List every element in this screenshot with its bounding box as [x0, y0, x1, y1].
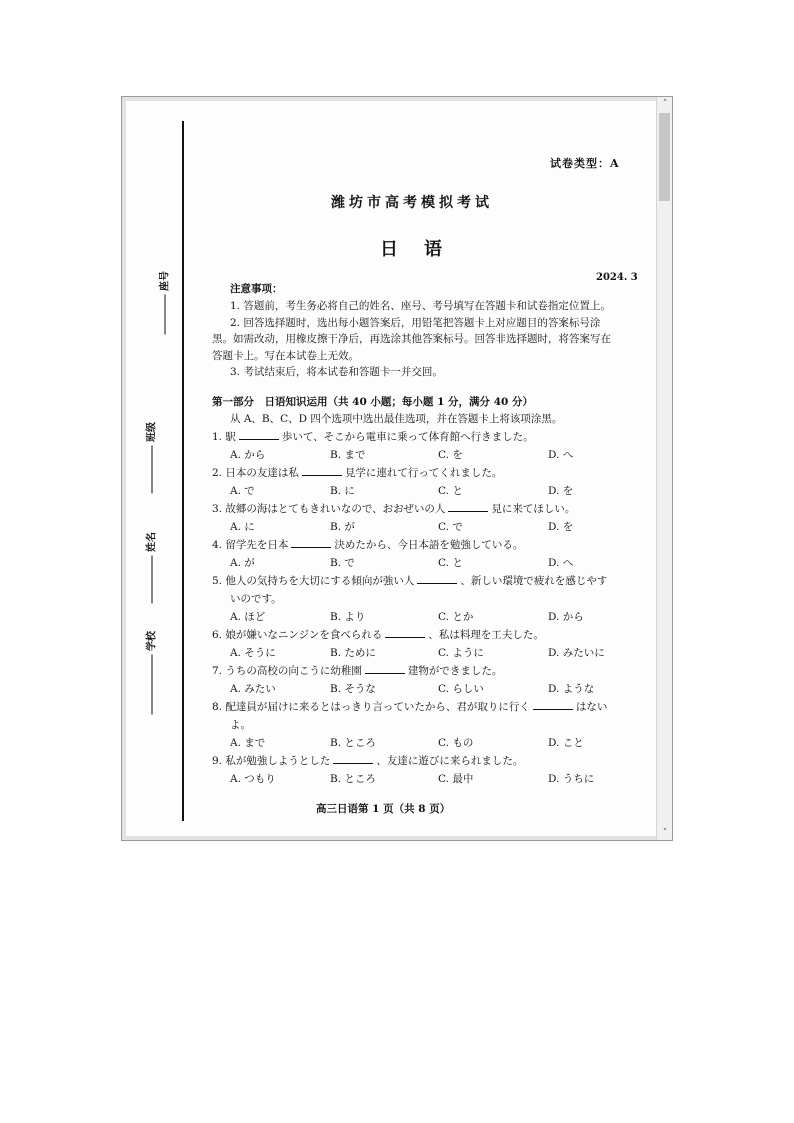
question-text: 4. 留学先を日本	[212, 539, 289, 551]
answer-option: C. を	[438, 449, 463, 461]
answer-blank	[417, 583, 457, 584]
answer-option: B. ところ	[330, 737, 376, 749]
question-text: はない	[575, 701, 608, 713]
section-heading: 第一部分 日语知识运用（共 40 小题；每小题 1 分，满分 40 分）	[212, 396, 533, 408]
answer-blank	[448, 511, 488, 512]
answer-option: D. みたいに	[548, 647, 605, 659]
answer-option: B. ために	[330, 647, 376, 659]
answer-blank	[333, 763, 373, 764]
answer-option: A. が	[230, 557, 255, 569]
exam-title: 潍坊市高考模拟考试	[331, 195, 493, 211]
binding-margin-line	[182, 121, 184, 821]
question-stem	[212, 430, 534, 444]
answer-option: A. ほど	[230, 611, 266, 623]
question-stem	[212, 664, 502, 678]
question-stem	[212, 628, 544, 642]
vertical-scrollbar[interactable]	[656, 97, 672, 840]
answer-option: D. を	[548, 521, 574, 533]
exam-date: 2024. 3	[596, 272, 638, 283]
question-text: 8. 配達員が届けに来るとはっきり言っていたから、君が取りに行く	[212, 701, 530, 713]
scroll-thumb[interactable]	[659, 113, 670, 201]
answer-option: A. から	[230, 449, 266, 461]
question-stem	[212, 538, 523, 552]
answer-option: A. つもり	[230, 773, 276, 785]
question-text: 建物ができました。	[407, 665, 503, 677]
notice-line: 答题卡上。写在本试卷上无效。	[212, 350, 359, 362]
answer-option: B. で	[330, 557, 355, 569]
subject-title: 日语	[380, 239, 468, 260]
answer-blank	[291, 547, 331, 548]
answer-option: A. まで	[230, 737, 266, 749]
question-text: 見に来てほしい。	[491, 503, 576, 515]
seat-label: 座号	[156, 265, 171, 335]
name-label: 姓名	[143, 524, 158, 604]
answer-blank	[533, 709, 573, 710]
answer-option: B. に	[330, 485, 355, 497]
question-stem	[212, 574, 607, 588]
question-text: 7. うちの高校の向こうに幼稚園	[212, 665, 362, 677]
answer-blank	[385, 637, 425, 638]
answer-option: C. 最中	[438, 773, 474, 785]
answer-option: D. へ	[548, 557, 574, 569]
answer-option: A. に	[230, 521, 255, 533]
scroll-up-icon[interactable]: ˄	[662, 99, 668, 109]
exam-page	[126, 101, 656, 836]
question-continuation: いのです。	[230, 593, 282, 605]
question-stem	[212, 502, 575, 516]
answer-option: C. と	[438, 485, 463, 497]
question-text: 3. 故郷の海はとてもきれいなので、おおぜいの人	[212, 503, 446, 515]
question-text: 決めたから、今日本語を勉強している。	[334, 539, 524, 551]
question-text: 、私は料理を工夫した。	[428, 629, 544, 641]
page-footer: 高三日语第 1 页（共 8 页）	[316, 803, 451, 815]
answer-option: A. みたい	[230, 683, 276, 695]
question-text: 、新しい環境で疲れを感じやす	[460, 575, 608, 587]
class-label: 班级	[143, 414, 158, 494]
answer-option: D. を	[548, 485, 574, 497]
question-text: 1. 駅	[212, 431, 236, 443]
answer-option: D. から	[548, 611, 584, 623]
answer-option: D. ような	[548, 683, 595, 695]
notice-line: 1. 答题前，考生务必将自己的姓名、座号、考号填写在答题卡和试卷指定位置上。	[230, 300, 611, 312]
question-text: 6. 娘が嫌いなニンジンを食べられる	[212, 629, 383, 641]
question-stem	[212, 700, 607, 714]
answer-option: B. そうな	[330, 683, 376, 695]
answer-option: A. そうに	[230, 647, 276, 659]
answer-option: D. こと	[548, 737, 584, 749]
paper-type: 试卷类型：A	[550, 157, 620, 170]
notice-heading: 注意事项：	[230, 283, 283, 295]
question-stem	[212, 754, 523, 768]
answer-option: B. が	[330, 521, 355, 533]
question-text: 5. 他人の気持ちを大切にする傾向が強い人	[212, 575, 415, 587]
answer-option: C. もの	[438, 737, 474, 749]
notice-line: 黑。如需改动，用橡皮擦干净后，再选涂其他答案标号。回答非选择题时，将答案写在	[212, 333, 611, 345]
question-continuation: よ。	[230, 719, 251, 731]
question-text: 9. 私が勉強しようとした	[212, 755, 331, 767]
answer-option: B. ところ	[330, 773, 376, 785]
section-instruction: 从 A、B、C、D 四个选项中选出最佳选项，并在答题卡上将该项涂黑。	[230, 413, 563, 425]
question-text: 2. 日本の友達は私	[212, 467, 299, 479]
answer-option: C. ように	[438, 647, 484, 659]
answer-option: B. まで	[330, 449, 366, 461]
answer-blank	[302, 475, 342, 476]
answer-option: D. うちに	[548, 773, 595, 785]
answer-option: C. と	[438, 557, 463, 569]
school-label: 学校	[143, 623, 158, 715]
document-viewer	[121, 96, 673, 841]
question-text: 、友達に遊びに来られました。	[376, 755, 524, 767]
question-text: 見学に連れて行ってくれました。	[344, 467, 503, 479]
scroll-down-icon[interactable]: ˅	[662, 828, 668, 838]
answer-option: C. で	[438, 521, 463, 533]
question-text: 歩いて、そこから電車に乗って体育館へ行きました。	[281, 431, 534, 443]
answer-option: C. らしい	[438, 683, 484, 695]
answer-option: B. より	[330, 611, 366, 623]
notice-line: 3. 考试结束后，将本试卷和答题卡一并交回。	[230, 366, 443, 378]
answer-option: D. へ	[548, 449, 574, 461]
notice-line: 2. 回答选择题时，选出每小题答案后，用铅笔把答题卡上对应题目的答案标号涂	[230, 317, 601, 329]
answer-option: A. で	[230, 485, 255, 497]
question-stem	[212, 466, 502, 480]
answer-blank	[365, 673, 405, 674]
answer-option: C. とか	[438, 611, 474, 623]
answer-blank	[239, 439, 279, 440]
